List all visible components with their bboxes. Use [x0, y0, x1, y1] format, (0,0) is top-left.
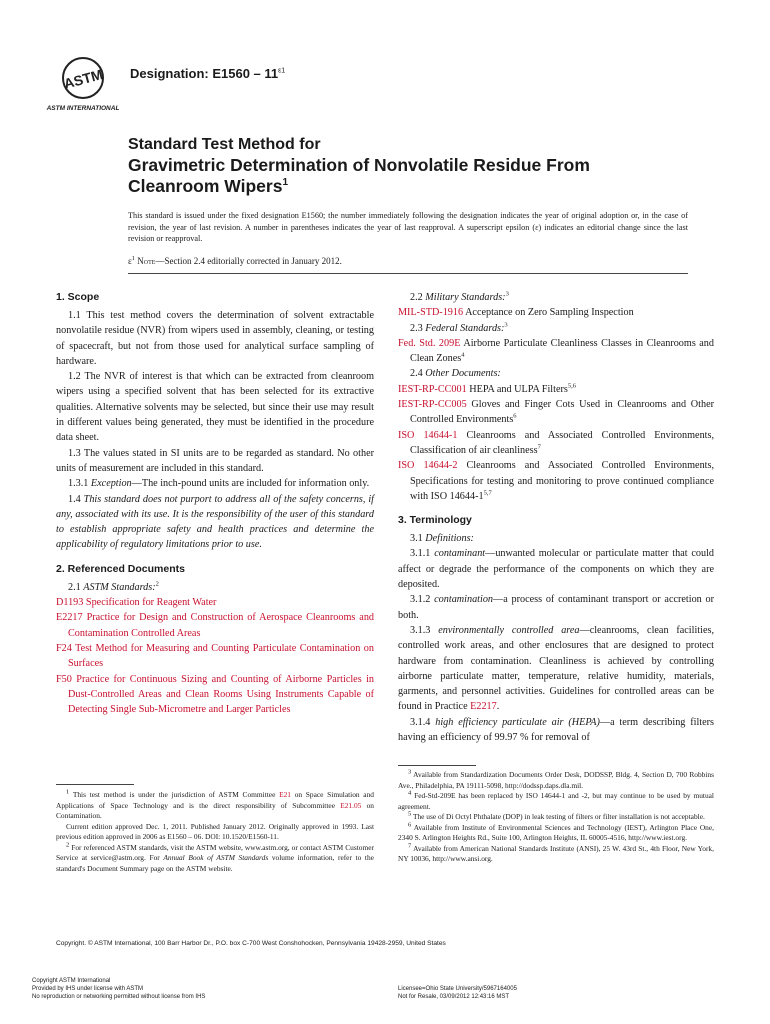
ref-link-iso-14644-1[interactable]: ISO 14644-1 [398, 429, 458, 441]
ref-link-iest-cc001[interactable]: IEST-RP-CC001 [398, 383, 467, 395]
left-column [56, 290, 374, 717]
term-environmentally-controlled-area: 3.1.3 environmentally controlled area—cleanrooms, clean facilities, controlled work areas, and other enclosures that are designed to protect hardware from contamination. Cleanliness is achieved by controlling airborne particulate matter, temperature, relative humidity, materials, garments, and personnel activities. Guidelines for controlled areas can be found in Practice E2217. [398, 624, 714, 713]
footnote-1-edition: Current edition approved Dec. 1, 2011. Published January 2012. Originally approved in 1993. Last previous edition approved in 2006 as E1560 – 06. DOI: 10.1520/E1560-11. [56, 821, 374, 841]
para-1-2: 1.2 The NVR of interest is that which can be extracted from cleanroom wipers using a specified solvent that has been selected for its extractive qualities. Alternative solvents may be selected, but since their use may result in different values being generated, they must be identified in the procedure data sheet. [56, 371, 374, 444]
term-contaminant: 3.1.1 contaminant—unwanted molecular or particulate matter that could affect or degrade the performance of the components on which they are deposited. [398, 548, 714, 591]
ref-link-d1193[interactable]: D1193 [56, 597, 84, 609]
committee-e21-link[interactable]: E21 [279, 790, 291, 799]
footer-right: Licensee=Ohio State University/5967164005 Not for Resale, 03/09/2012 12:43:16 MST [398, 986, 517, 1000]
definitions-label: 3.1 Definitions: [410, 533, 474, 545]
subcommittee-link[interactable]: E21.05 [340, 800, 362, 810]
astm-standards-label: 2.1 ASTM Standards:$^2$ [68, 580, 159, 593]
title-line3: Cleanroom Wipers$^1$ [128, 176, 289, 196]
designation-sup: ε1 [278, 67, 286, 75]
astm-logo-icon [46, 54, 120, 114]
ref-link-fed-std[interactable]: Fed. Std. 209E [398, 337, 461, 349]
designation [130, 66, 285, 81]
title-line2: Gravimetric Determination of Nonvolatile Residue From [128, 155, 590, 175]
footnote-rule [56, 784, 134, 785]
svg-text:ASTM: ASTM [62, 66, 105, 92]
ref-link-f24[interactable]: F24 [56, 642, 72, 654]
ref-iso-14644-2: ISO 14644-2 Cleanrooms and Associated Controlled Environments, Specifications for testing and monitoring to prove continued compliance with ISO 14644-1$^{5,7}$ [398, 460, 715, 502]
editorial-note: $\varepsilon^1$ Note—Section 2.4 editorially corrected in January 2012. [128, 255, 342, 266]
footnote-5: $^5$ The use of Di Octyl Phthalate (DOP) in leak testing of filters or filter installation is not acceptable. [408, 810, 705, 821]
ref-link-mil-std[interactable]: MIL-STD-1916 [398, 307, 464, 319]
footnote-1: $^1$ This test method is under the jurisdiction of ASTM Committee E21 on Space Simulation and Applications of Space Technology and is the direct responsibility of Subcommittee E21.05 on Contamination. [56, 788, 374, 820]
ref-iso-14644-1: ISO 14644-1 Cleanrooms and Associated Controlled Environments, Classification of air cleanliness$^7$ [398, 429, 715, 456]
footnote-4: $^4$ Fed-Std-209E has been replaced by ISO 14644-1 and -2, but may continue to be used by mutual agreement. [398, 789, 714, 811]
scope-heading: 1. Scope [56, 291, 100, 303]
designation-label: Designation: E1560 – 11 [130, 66, 279, 81]
ref-mil-std: MIL-STD-1916 Acceptance on Zero Sampling Inspection [398, 307, 634, 319]
astm-logo [46, 54, 120, 114]
footnotes-right [398, 770, 714, 865]
ref-link-iest-cc005[interactable]: IEST-RP-CC005 [398, 399, 467, 411]
footnote-7: $^7$ Available from American National Standards Institute (ANSI), 25 W. 43rd St., 4th Floor, New York, NY 10036, http://www.ansi.org. [398, 842, 714, 863]
footer-left: Copyright ASTM International Provided by IHS under license with ASTM No reproduction or networking permitted without license from IHS [32, 978, 206, 1000]
footnote-2: $^2$ For referenced ASTM standards, visit the ASTM website, www.astm.org, or contact ASTM Customer Service at service@astm.org. For Annual Book of ASTM Standards volume information, refer to the standard's Document Summary page on the ASTM website. [56, 841, 374, 873]
ref-link-iso-14644-2[interactable]: ISO 14644-2 [398, 460, 458, 472]
refdocs-heading: 2. Referenced Documents [56, 562, 185, 575]
title-line1: Standard Test Method for [128, 136, 321, 153]
military-standards-label: 2.2 Military Standards:$^3$ [410, 290, 509, 303]
footnotes-left [56, 790, 374, 874]
title-block [128, 135, 688, 197]
term-contamination: 3.1.2 contamination—a process of contaminant transport or accretion or both. [398, 594, 715, 621]
ref-d1193: D1193 Specification for Reagent Water [56, 597, 217, 609]
ref-iest-cc001: IEST-RP-CC001 HEPA and ULPA Filters$^{5,6}$ [398, 382, 576, 395]
header-rule [128, 273, 688, 274]
ref-iest-cc005: IEST-RP-CC005 Gloves and Finger Cots Used in Cleanrooms and Other Controlled Environments$^6$ [398, 399, 714, 426]
term-link-e2217[interactable]: E2217 [470, 701, 497, 713]
issue-note: This standard is issued under the fixed designation E1560; the number immediately following the designation indicates the year of original adoption or, in the case of revision, the year of last revision. A number in parentheses indicates the year of last reapproval. A superscript epsilon (ε) indicates an editorial change since the last revision or reapproval. [128, 211, 688, 243]
terminology-heading: 3. Terminology [398, 514, 472, 527]
para-1-3-1: 1.3.1 Exception—The inch-pound units are included for information only. [68, 478, 370, 490]
ref-f50: F50 Practice for Continuous Sizing and Counting of Airborne Particles in Dust-Controlled Areas and Clean Rooms Using Instruments Capable of Detecting Single Sub-Micrometre and Larger Particles [56, 673, 375, 716]
other-documents-label: 2.4 Other Documents: [410, 368, 501, 380]
para-1-4: 1.4 This standard does not purport to address all of the safety concerns, if any, associated with its use. It is the responsibility of the user of this standard to establish appropriate safety and health practices and determine the applicability of regulatory limitations prior to use. [56, 493, 375, 551]
para-1-3: 1.3 The values stated in SI units are to be regarded as standard. No other units of measurement are included in this standard. [56, 447, 374, 474]
ref-e2217: E2217 Practice for Design and Construction of Aerospace Cleanrooms and Contamination Controlled Areas [56, 612, 375, 639]
federal-standards-label: 2.3 Federal Standards:$^3$ [410, 321, 508, 334]
svg-text:ASTM INTERNATIONAL: ASTM INTERNATIONAL [46, 105, 120, 112]
term-hepa: 3.1.4 high efficiency particulate air (HEPA)—a term describing filters having an efficiency of 99.97 % for removal of [398, 716, 715, 744]
ref-fed-std: Fed. Std. 209E Airborne Particulate Cleanliness Classes in Cleanrooms and Clean Zones$^4$ [398, 337, 714, 365]
copyright-line: Copyright. © ASTM International, 100 Barr Harbor Dr., P.O. box C-700 West Conshohocken, Pennsylvania 19428-2959, United States [56, 940, 446, 947]
ref-f24: F24 Test Method for Measuring and Counting Particulate Contamination on Surfaces [56, 642, 374, 670]
para-1-1: 1.1 This test method covers the determination of solvent extractable nonvolatile residue (NVR) from wipers used in assembly, cleaning, or testing of spacecraft, but not from those used for analytical surface sampling of hardware. [56, 310, 374, 367]
ref-link-f50[interactable]: F50 [56, 673, 72, 685]
footnote-6: $^6$ Available from Institute of Environmental Sciences and Technology (IEST), Arlington Place One, 2340 S. Arlington Heights Rd., Suite 100, Arlington Heights, IL 60005-4516, http://www.iest.org. [398, 821, 714, 842]
right-column [398, 290, 714, 745]
footnote-3: $^3$ Available from Standardization Documents Order Desk, DODSSP, Bldg. 4, Section D, 700 Robbins Ave., Philadelphia, PA 19111-5098, http://dodssp.daps.dla.mil. [398, 768, 714, 790]
ref-link-e2217[interactable]: E2217 [56, 612, 83, 624]
footnote-rule-right [398, 765, 476, 766]
